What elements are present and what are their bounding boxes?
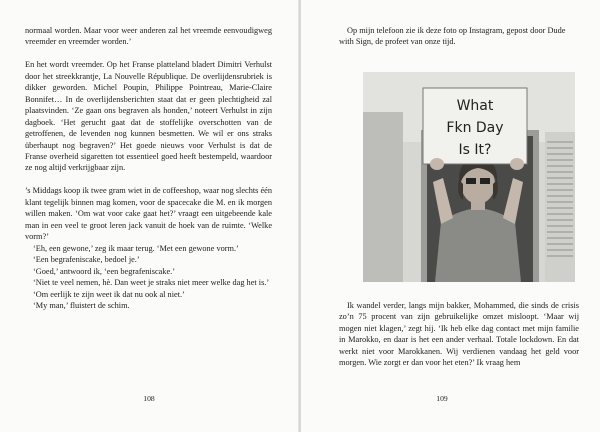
right-page-body <box>339 300 579 369</box>
right-page <box>301 0 600 432</box>
right-page-intro <box>339 25 579 48</box>
dialogue-line: ‘Goed,’ antwoord ik, ‘een begrafeniscake.’ <box>33 266 175 276</box>
left-page <box>0 0 299 432</box>
photo-illustration <box>363 72 575 282</box>
dialogue-line: ‘Een begrafeniscake, bedoel je.’ <box>33 255 140 265</box>
instagram-photo <box>363 72 575 282</box>
paragraph: Ik wandel verder, langs mijn bakker, Mohammed, die sinds de crisis zo’n 75 procent van zijn gebruikelijke omzet misloopt. ‘Maar wij mogen niet klagen,’ zegt hij. ‘Ik heb elke dag contact met mijn familie in Marokko, en daar is het een ander verhaal. Totale lockdown. En dat werkt niet voor Marokkanen. Wij verdienen vandaag het geld voor morgen. Wie zorgt er dan voor het eten?’ Ik vraag hem <box>339 301 579 368</box>
page-number: 108 <box>143 394 155 403</box>
paragraph: ’s Middags koop ik twee gram wiet in de coffeeshop, waar nog slechts één klant tegelijk binnen mag komen, voor de spacecake die M. en ik morgen willen maken. ‘Om wat voor cake gaat het?’ vraagt een uitgebeende kale man in een veel te groot leren jack vanuit de hoek van de ruimte. ‘Welke vorm?’ <box>25 186 272 242</box>
page-number: 109 <box>436 394 448 403</box>
paragraph: En het wordt vreemder. Op het Franse platteland bladert Dimitri Verhulst door het streekkrantje, La Nouvelle République. De overlijdensrubriek is dikker geworden. Michel Poupin, Philippe Pointreau, Marie-Claire Bonnifet… In de overlijdensberichten staat dat er geen plechtigheid zal plaatsvinden. ‘Ze gaan ons begraven als honden,’ noteert Verhulst in zijn dagboek. ‘Het gerucht gaat dat de stoffelijke overschotten van de getroffenen, de levenden nog kunnen besmetten. We wil er ons straks überhaupt nog begraven?’ Het goede nieuws voor Verhulst is dat de Franse overheid sigaretten tot essentieel goed heeft bestempeld, waardoor ze nog altijd verkrijgbaar zijn. <box>25 60 272 173</box>
dialogue-line: ‘Eh, een gewone,’ zeg ik maar terug. ‘Met een gewone vorm.’ <box>33 243 239 253</box>
sign-line: Is It? <box>458 142 492 158</box>
sign-line: Fkn Day <box>446 120 504 136</box>
dialogue-line: ‘Niet te veel nemen, hè. Dan weet je straks niet meer welke dag het is.’ <box>33 278 270 288</box>
paragraph: Op mijn telefoon zie ik deze foto op Instagram, gepost door Dude with Sign, de profeet van onze tijd. <box>339 26 566 47</box>
paragraph: normaal worden. Maar voor weer anderen zal het vreemde eenvoudigweg vreemder en vreemder worden.’ <box>25 26 272 47</box>
sign-line: What <box>456 98 494 114</box>
left-page-text <box>25 25 272 311</box>
dialogue-line: ‘Om eerlijk te zijn weet ik dat nu ook al niet.’ <box>33 289 185 299</box>
dialogue-line: ‘My man,’ fluistert de schim. <box>33 300 130 310</box>
